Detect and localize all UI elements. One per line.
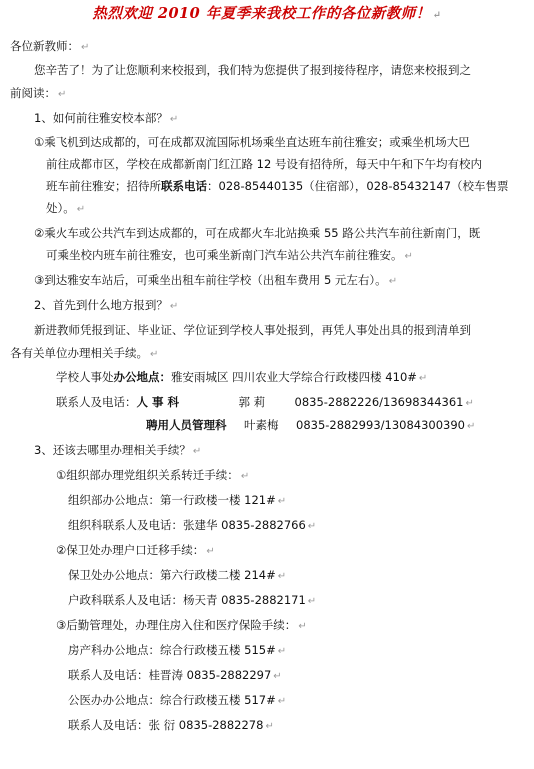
section-1-item-3: ③到达雅安车站后，可乘坐出租车前往学校（出租车费用 5 元左右）。 ↵: [34, 273, 398, 287]
section-2-heading: 2、首先到什么地方报到？ ↵: [34, 298, 179, 312]
sub-3-title: ③后勤管理处，办理住房入住和医疗保险手续： ↵: [56, 618, 307, 632]
dept-personnel-person: 郭 莉: [238, 395, 266, 409]
sub-2-title: ②保卫处办理户口迁移手续： ↵: [56, 543, 215, 557]
section-1-item-1-line-3: 班车前往雅安；招待所联系电话：028-85440135（住宿部），028-85432147（校车售票: [46, 179, 509, 193]
sub-3-office-2: 公医办办公地点：综合行政楼五楼 517# ↵: [68, 693, 287, 707]
section-1-heading: 1、如何前往雅安校本部？ ↵: [34, 111, 179, 125]
sub-1-office: 组织部办公地点：第一行政楼一楼 121# ↵: [68, 493, 287, 507]
paragraph-mark: ↵: [432, 10, 442, 21]
greeting-line: 各位新教师： ↵: [10, 39, 90, 53]
section-2-paragraph-line-1: 新进教师凭报到证、毕业证、学位证到学校人事处报到，再凭人事处出具的报到清单到: [34, 323, 471, 337]
sub-1-title: ①组织部办理党组织关系转迁手续： ↵: [56, 468, 250, 482]
section-3-heading: 3、还该去哪里办理相关手续？ ↵: [34, 443, 202, 457]
dept-hiring: 聘用人员管理科: [146, 418, 227, 432]
section-1-item-2-line-2: 可乘坐校内班车前往雅安，也可乘坐新南门汽车站公共汽车前往雅安。 ↵: [46, 248, 413, 262]
sub-3-office-1: 房产科办公地点：综合行政楼五楼 515# ↵: [68, 643, 287, 657]
hr-contact-line-2: 聘用人员管理科 叶素梅 0835-2882993/13084300390 ↵: [146, 415, 475, 437]
section-1-item-1-line-4: 处）。 ↵: [46, 201, 86, 215]
section-1-item-1-line-1: ①乘飞机到达成都的，可在成都双流国际机场乘坐直达班车前往雅安；或乘坐机场大巴: [34, 135, 470, 149]
dept-hiring-person: 叶素梅: [244, 418, 279, 432]
hr-contact-line-1: 联系人及电话：人 事 科 郭 莉 0835-2882226/13698344361 ↵: [56, 392, 474, 414]
sub-2-contact: 户政科联系人及电话：杨天青 0835-2882171 ↵: [68, 593, 317, 607]
dept-personnel: 人 事 科: [136, 395, 180, 409]
office-label: 办公地点：: [113, 370, 171, 384]
dept-personnel-phone: 0835-2882226/13698344361: [294, 395, 464, 409]
sub-1-contact: 组织科联系人及电话：张建华 0835-2882766 ↵: [68, 518, 317, 532]
document-title: 热烈欢迎 2010 年夏季来我校工作的各位新教师！ ↵: [92, 5, 442, 22]
sub-3-contact-2: 联系人及电话：张 衍 0835-2882278 ↵: [68, 718, 274, 732]
sub-2-office: 保卫处办公地点：第六行政楼二楼 214# ↵: [68, 568, 287, 582]
section-2-paragraph-line-2: 各有关单位办理相关手续。 ↵: [10, 346, 159, 360]
dept-hiring-phone: 0835-2882993/13084300390: [296, 418, 465, 432]
section-1-item-2-line-1: ②乘火车或公共汽车到达成都的，可在成都火车北站换乘 55 路公共汽车前往新南门，既: [34, 226, 481, 240]
section-1-item-1-line-2: 前往成都市区，学校在成都新南门红江路 12 号设有招待所，每天中午和下午均有校内: [46, 157, 482, 171]
sub-3-contact-1: 联系人及电话：桂晋涛 0835-2882297 ↵: [68, 668, 282, 682]
hr-office-line: 学校人事处办公地点：雅安雨城区 四川农业大学综合行政楼四楼 410# ↵: [56, 370, 428, 384]
contact-phone-label: 联系电话: [161, 179, 207, 193]
intro-line-2: 前阅读： ↵: [10, 86, 67, 100]
intro-line-1: 您辛苦了！为了让您顺利来校报到，我们特为您提供了报到接待程序，请您来校报到之: [34, 63, 471, 77]
